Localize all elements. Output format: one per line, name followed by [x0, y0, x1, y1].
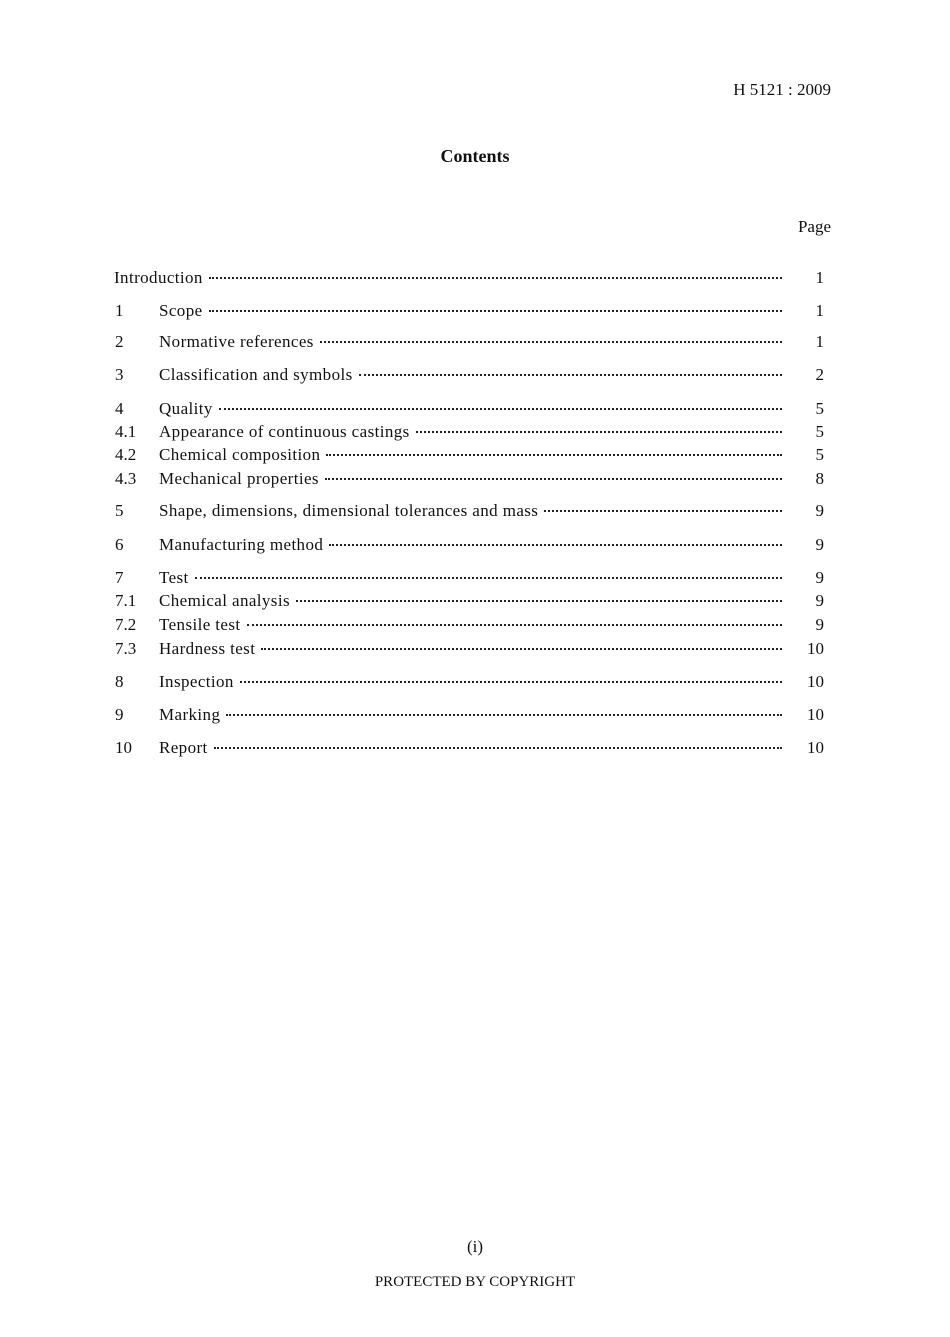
toc-entry[interactable]	[0, 443, 950, 467]
toc-dot-leader	[195, 576, 782, 579]
toc-dot-leader	[296, 599, 782, 602]
toc-entry-page: 2	[815, 365, 824, 384]
toc-dot-leader	[209, 309, 782, 312]
toc-entry[interactable]	[0, 589, 950, 613]
toc-entry[interactable]	[0, 736, 950, 760]
toc-entry[interactable]	[0, 467, 950, 491]
page-title: Contents	[440, 146, 510, 166]
toc-entry-number: 1	[115, 301, 124, 320]
toc-entry-title: Introduction	[114, 268, 203, 287]
toc-entry-number: 7.1	[115, 591, 137, 610]
toc-entry[interactable]	[0, 499, 950, 523]
toc-entry-page: 10	[807, 738, 824, 757]
toc-entry[interactable]	[0, 363, 950, 387]
toc-dot-leader	[359, 373, 782, 376]
toc-entry-title: Tensile test	[159, 615, 241, 634]
toc-entry-number: 4.1	[115, 422, 137, 441]
toc-entry-number: 6	[115, 535, 124, 554]
toc-entry-page: 9	[815, 591, 824, 610]
toc-entry[interactable]	[0, 703, 950, 727]
toc-entry[interactable]	[0, 637, 950, 661]
toc-entry-page: 5	[815, 445, 824, 464]
toc-entry-page: 9	[815, 615, 824, 634]
toc-dot-leader	[247, 623, 782, 626]
toc-entry-number: 4.2	[115, 445, 137, 464]
toc-entry-title: Normative references	[159, 332, 314, 351]
page-column-label: Page	[797, 217, 831, 236]
toc-entry-title: Test	[159, 568, 189, 587]
toc-entry[interactable]	[0, 299, 950, 323]
toc-dot-leader	[240, 680, 782, 683]
toc-dot-leader	[325, 477, 782, 480]
toc-entry-page: 1	[815, 268, 824, 287]
toc-entry-title: Chemical composition	[159, 445, 321, 464]
toc-entry-title: Quality	[159, 399, 213, 418]
toc-entry-number: 10	[115, 738, 132, 757]
toc-entry-number: 7	[115, 568, 124, 587]
toc-entry-title: Marking	[159, 705, 221, 724]
toc-entry-page: 9	[815, 501, 824, 520]
toc-entry-page: 9	[815, 568, 824, 587]
toc-entry-title: Scope	[159, 301, 203, 320]
toc-entry[interactable]	[0, 533, 950, 557]
toc-entry-page: 5	[815, 422, 824, 441]
toc-dot-leader	[544, 509, 782, 512]
toc-entry-title: Inspection	[159, 672, 234, 691]
toc-dot-leader	[214, 746, 782, 749]
toc-entry-title: Appearance of continuous castings	[159, 422, 410, 441]
footer-page-number: (i)	[466, 1237, 484, 1256]
toc-entry[interactable]	[0, 397, 950, 421]
toc-entry-page: 8	[815, 469, 824, 488]
toc-entry-title: Manufacturing method	[159, 535, 324, 554]
toc-entry-number: 7.3	[115, 639, 137, 658]
document-id: H 5121 : 2009	[733, 80, 831, 99]
toc-dot-leader	[326, 453, 782, 456]
toc-entry-page: 1	[815, 332, 824, 351]
toc-entry-number: 3	[115, 365, 124, 384]
toc-dot-leader	[226, 713, 782, 716]
toc-entry-page: 1	[815, 301, 824, 320]
toc-dot-leader	[209, 276, 782, 279]
toc-entry-title: Shape, dimensions, dimensional tolerances and mass	[159, 501, 539, 520]
toc-entry-title: Report	[159, 738, 208, 757]
toc-dot-leader	[329, 543, 782, 546]
toc-dot-leader	[320, 340, 782, 343]
toc-entry-title: Classification and symbols	[159, 365, 353, 384]
footer-copyright: PROTECTED BY COPYRIGHT	[374, 1274, 576, 1290]
toc-entry[interactable]	[0, 420, 950, 444]
toc-entry-number: 7.2	[115, 615, 137, 634]
toc-entry-number: 8	[115, 672, 124, 691]
toc-entry-number: 4	[115, 399, 124, 418]
toc-entry-page: 9	[815, 535, 824, 554]
toc-entry-title: Chemical analysis	[159, 591, 290, 610]
toc-entry-page: 5	[815, 399, 824, 418]
toc-entry-number: 2	[115, 332, 124, 351]
toc-entry[interactable]	[0, 670, 950, 694]
toc-entry[interactable]	[0, 566, 950, 590]
toc-entry-page: 10	[807, 639, 824, 658]
toc-entry[interactable]	[0, 330, 950, 354]
toc-dot-leader	[219, 407, 782, 410]
toc-dot-leader	[416, 430, 782, 433]
toc-entry-title: Hardness test	[159, 639, 256, 658]
toc-dot-leader	[261, 647, 782, 650]
toc-entry-title: Mechanical properties	[159, 469, 319, 488]
toc-entry-number: 4.3	[115, 469, 137, 488]
toc-entry-number: 9	[115, 705, 124, 724]
toc-entry[interactable]	[0, 613, 950, 637]
toc-entry-number: 5	[115, 501, 124, 520]
toc-entry-page: 10	[807, 705, 824, 724]
toc-entry-page: 10	[807, 672, 824, 691]
toc-entry[interactable]	[0, 266, 950, 290]
